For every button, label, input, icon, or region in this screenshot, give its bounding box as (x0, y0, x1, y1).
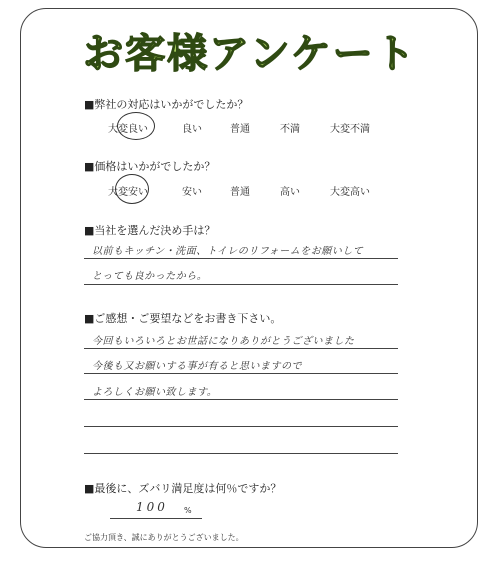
option-price-expensive: 高い (280, 187, 300, 198)
answer-comments-line-2: 今後も又お願いする事が有ると思いますので (92, 361, 302, 372)
option-price-normal: 普通 (230, 187, 250, 198)
option-service-good: 良い (182, 124, 202, 135)
option-price-very-expensive: 大変高い (330, 187, 370, 198)
survey-title: お客様アンケート (83, 31, 417, 77)
answer-rule (84, 258, 398, 259)
answer-rule (84, 426, 398, 427)
question-comments: ■ご感想・ご要望などをお書き下さい。 (84, 312, 282, 325)
answer-rule (84, 373, 398, 374)
answer-rule (84, 399, 398, 400)
option-service-very-poor: 大変不満 (330, 124, 370, 135)
option-service-normal: 普通 (230, 124, 250, 135)
option-service-very-good: 大変良い (108, 124, 148, 135)
selected-mark-price (115, 174, 149, 204)
question-deciding-factor: ■当社を選んだ決め手は？ (84, 224, 216, 237)
answer-deciding-factor-line-1: 以前もキッチン・洗面、トイレのリフォームをお願いして (92, 246, 364, 257)
answer-rule (84, 453, 398, 454)
question-satisfaction: ■最後に、ズバリ満足度は何％ですか？ (84, 482, 282, 495)
answer-comments-line-3: よろしくお願い致します。 (92, 387, 218, 398)
thank-you-note: ご協力頂き、誠にありがとうございました。 (84, 533, 244, 542)
option-service-poor: 不満 (280, 124, 300, 135)
survey-card (20, 8, 478, 548)
answer-rule (84, 284, 398, 285)
option-price-very-cheap: 大変安い (108, 187, 148, 198)
selected-mark-service (117, 112, 155, 140)
satisfaction-rule (110, 518, 202, 519)
satisfaction-unit: % (184, 506, 192, 515)
answer-deciding-factor-line-2: とっても良かったから。 (92, 271, 208, 282)
answer-comments-line-1: 今回もいろいろとお世話になりありがとうございました (92, 336, 355, 347)
satisfaction-value: 100 (136, 500, 168, 514)
answer-rule (84, 348, 398, 349)
option-price-cheap: 安い (182, 187, 202, 198)
question-service: ■弊社の対応はいかがでしたか？ (84, 98, 249, 111)
question-price: ■価格はいかがでしたか？ (84, 160, 216, 173)
